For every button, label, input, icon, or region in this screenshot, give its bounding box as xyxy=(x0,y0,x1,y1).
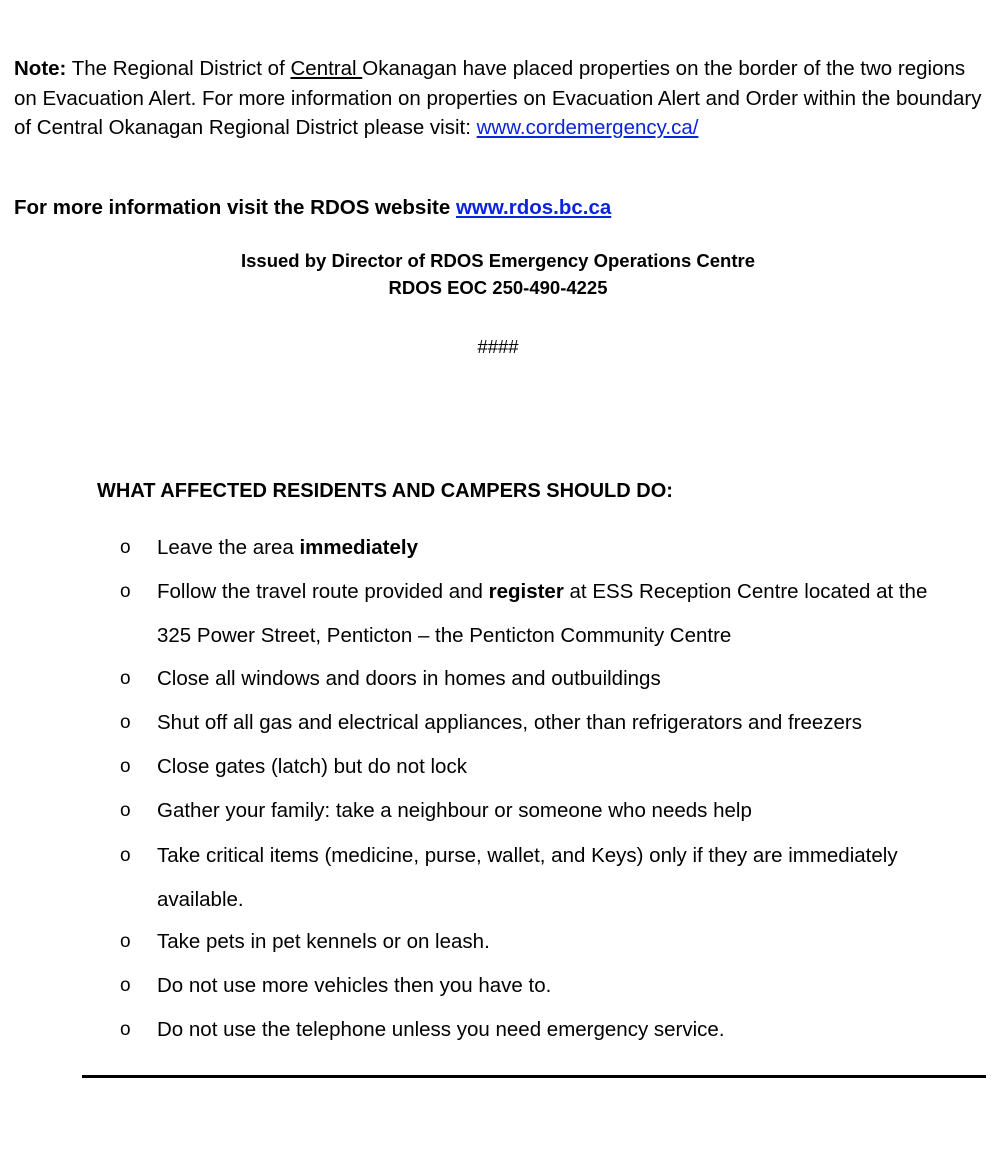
bullet-icon: o xyxy=(120,800,131,821)
issued-by-line: Issued by Director of RDOS Emergency Operations Centre xyxy=(240,250,756,271)
rdos-website-link[interactable]: www.rdos.bc.ca xyxy=(455,196,612,219)
more-info-line xyxy=(14,194,611,222)
note-paragraph xyxy=(14,54,989,143)
action-item xyxy=(120,1008,967,1052)
action-item xyxy=(120,701,967,745)
action-text: Do not use more vehicles then you have to. xyxy=(157,974,552,997)
action-emphasis: register xyxy=(488,580,564,603)
action-text: Gather your family: take a neighbour or someone who needs help xyxy=(157,799,752,822)
bullet-icon: o xyxy=(120,712,131,733)
action-text: Close all windows and doors in homes and outbuildings xyxy=(157,667,661,690)
note-text-2: Okanagan have placed properties on the border of the two regions on Evacuation Alert. For more information on properties on Evacuation Alert and Order within the boundary of Central Okanagan Regional District please visit: xyxy=(14,57,982,139)
bullet-icon: o xyxy=(120,581,131,602)
action-text: Leave the area xyxy=(157,536,300,559)
action-text-after: at ESS Reception Centre located at the 325 Power Street, Penticton – the Penticton Community Centre xyxy=(157,580,928,647)
action-item xyxy=(120,570,967,657)
eoc-phone-line: RDOS EOC 250-490-4225 xyxy=(388,277,608,298)
note-label: Note: xyxy=(14,57,67,80)
bullet-icon: o xyxy=(120,668,131,689)
bullet-icon: o xyxy=(120,931,131,952)
action-text: Do not use the telephone unless you need emergency service. xyxy=(157,1018,725,1041)
bottom-rule xyxy=(82,1075,986,1078)
action-item xyxy=(120,964,967,1008)
bullet-icon: o xyxy=(120,756,131,777)
action-emphasis: immediately xyxy=(299,536,418,559)
note-text-1: The Regional District of xyxy=(66,57,291,80)
end-marker: #### xyxy=(477,336,519,357)
bullet-icon: o xyxy=(120,845,131,866)
note-underlined-text: Central xyxy=(290,57,363,80)
action-text: Close gates (latch) but do not lock xyxy=(157,755,467,778)
action-text: Shut off all gas and electrical appliances, other than refrigerators and freezers xyxy=(157,711,862,734)
more-info-text: For more information visit the RDOS website xyxy=(14,196,456,219)
action-text: Take pets in pet kennels or on leash. xyxy=(157,930,490,953)
action-item xyxy=(120,526,967,570)
actions-heading: WHAT AFFECTED RESIDENTS AND CAMPERS SHOULD DO: xyxy=(97,480,673,502)
bullet-icon: o xyxy=(120,537,131,558)
action-item xyxy=(120,920,967,964)
action-text: Take critical items (medicine, purse, wallet, and Keys) only if they are immediately available. xyxy=(157,844,898,911)
cordemergency-link[interactable]: www.cordemergency.ca/ xyxy=(476,116,699,139)
bullet-icon: o xyxy=(120,975,131,996)
action-item xyxy=(120,657,967,701)
action-item xyxy=(120,789,967,833)
bullet-icon: o xyxy=(120,1019,131,1040)
action-item xyxy=(120,834,967,921)
action-item xyxy=(120,745,967,789)
action-text: Follow the travel route provided and xyxy=(157,580,489,603)
